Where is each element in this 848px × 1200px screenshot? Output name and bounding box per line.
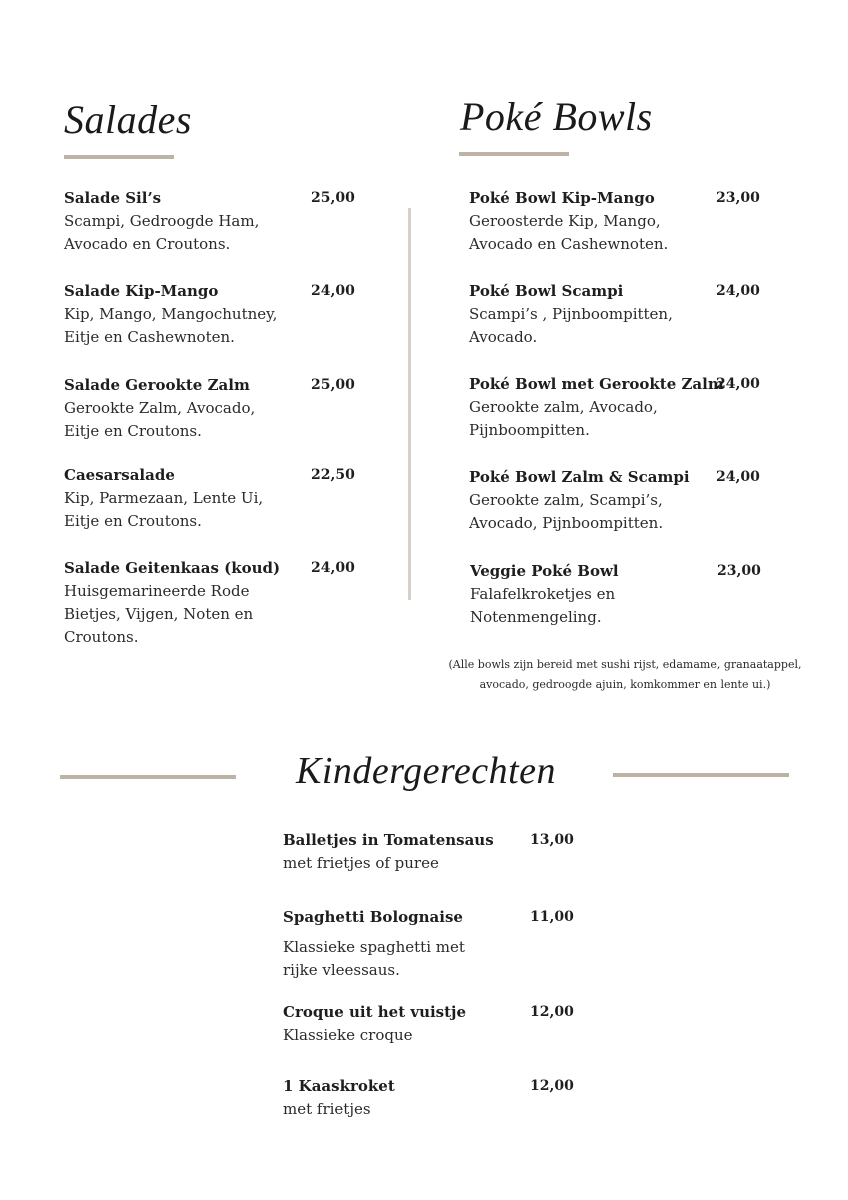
item-price: 25,00 <box>311 377 355 393</box>
poke-bowl-item <box>469 373 760 442</box>
item-name: Salade Geitenkaas (koud) <box>64 559 281 577</box>
item-name: Poké Bowl met Gerookte Zalm <box>469 375 724 393</box>
item-price: 23,00 <box>717 563 761 579</box>
item-description: Kip, Parmezaan, Lente Ui, Eitje en Croutons. <box>64 489 264 530</box>
item-price: 24,00 <box>716 376 760 392</box>
item-price: 12,00 <box>530 1004 574 1020</box>
poke-bowls-footnote: (Alle bowls zijn bereid met sushi rijst, edamame, granaatappel, avocado, gedroogde ajuin, komkommer en lente ui.) <box>448 658 802 691</box>
item-description: Falafelkroketjes en Notenmengeling. <box>470 585 616 626</box>
poke-bowl-item <box>469 466 760 535</box>
kinder-item <box>283 906 574 982</box>
item-description: Klassieke croque <box>283 1026 413 1044</box>
salades-item <box>64 464 355 533</box>
item-name: Spaghetti Bolognaise <box>283 908 463 926</box>
item-price: 13,00 <box>530 832 574 848</box>
kinder-rule-left <box>60 775 236 779</box>
kinder-rule-right <box>613 773 789 777</box>
item-name: Balletjes in Tomatensaus <box>283 831 494 849</box>
item-name: 1 Kaaskroket <box>283 1077 395 1095</box>
salades-underline <box>64 155 174 159</box>
item-name: Salade Sil’s <box>64 189 162 207</box>
kindergerechten-heading: Kindergerechten <box>296 750 557 792</box>
poke-bowl-item <box>469 280 760 349</box>
poke-bowls-heading: Poké Bowls <box>460 94 653 139</box>
item-description: Gerookte zalm, Avocado, Pijnboompitten. <box>469 398 658 439</box>
item-name: Poké Bowl Kip-Mango <box>469 189 655 207</box>
item-name: Poké Bowl Zalm & Scampi <box>469 468 690 486</box>
item-description: Klassieke spaghetti met rijke vleessaus. <box>283 938 465 979</box>
item-price: 24,00 <box>311 560 355 576</box>
salades-item <box>64 280 355 349</box>
item-name: Salade Kip-Mango <box>64 282 219 300</box>
item-description: met frietjes <box>283 1100 371 1118</box>
kinder-item <box>283 1001 574 1047</box>
item-price: 22,50 <box>311 467 355 483</box>
item-description: Gerookte Zalm, Avocado, Eitje en Croutons. <box>64 399 256 440</box>
item-name: Caesarsalade <box>64 466 175 484</box>
item-description: Gerookte zalm, Scampi’s, Avocado, Pijnboompitten. <box>469 491 664 532</box>
item-description: Huisgemarineerde Rode Bietjes, Vijgen, Noten en Croutons. <box>64 582 254 646</box>
item-price: 24,00 <box>716 283 760 299</box>
item-price: 12,00 <box>530 1078 574 1094</box>
item-price: 24,00 <box>716 469 760 485</box>
salades-heading: Salades <box>64 97 192 142</box>
item-description: Geroosterde Kip, Mango, Avocado en Cashewnoten. <box>469 212 669 253</box>
salades-item <box>64 557 355 649</box>
kinder-item <box>283 1075 574 1121</box>
item-price: 23,00 <box>716 190 760 206</box>
item-price: 11,00 <box>530 909 574 925</box>
kinder-item <box>283 829 574 875</box>
salades-item <box>64 187 355 256</box>
item-price: 24,00 <box>311 283 355 299</box>
item-name: Poké Bowl Scampi <box>469 282 624 300</box>
item-price: 25,00 <box>311 190 355 206</box>
item-name: Croque uit het vuistje <box>283 1003 467 1021</box>
item-name: Salade Gerookte Zalm <box>64 376 250 394</box>
poke-bowls-underline <box>459 152 569 156</box>
salades-item <box>64 374 355 443</box>
item-description: Scampi, Gedroogde Ham, Avocado en Croutons. <box>64 212 260 253</box>
poke-bowl-item <box>470 560 761 629</box>
item-description: Scampi’s , Pijnboompitten, Avocado. <box>469 305 673 346</box>
item-description: met frietjes of puree <box>283 854 439 872</box>
item-name: Veggie Poké Bowl <box>470 562 619 580</box>
column-divider <box>408 208 411 600</box>
item-description: Kip, Mango, Mangochutney, Eitje en Cashewnoten. <box>64 305 278 346</box>
poke-bowl-item <box>469 187 760 256</box>
